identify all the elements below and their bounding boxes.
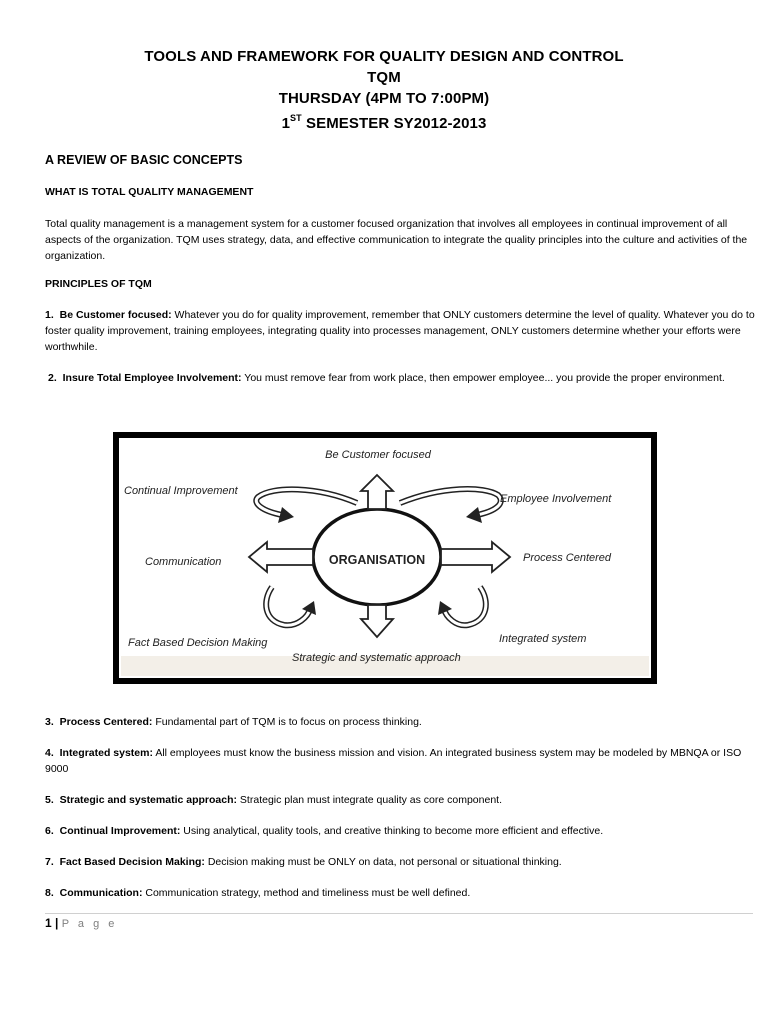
label-communication: Communication bbox=[145, 556, 222, 568]
semester-ordinal: ST bbox=[290, 113, 302, 123]
principle-text: All employees must know the business mission and vision. An integrated business system may be modeled by MBNQA or ISO 9000 bbox=[45, 747, 742, 775]
header-schedule: THURSDAY (4PM TO 7:00PM) bbox=[278, 90, 490, 107]
principles-heading: PRINCIPLES OF TQM bbox=[45, 278, 152, 290]
principle-item bbox=[45, 823, 745, 839]
principle-title: Strategic and systematic approach: bbox=[59, 794, 238, 806]
principle-item bbox=[45, 854, 745, 870]
principle-item bbox=[48, 370, 755, 386]
center-label: ORGANISATION bbox=[328, 553, 426, 567]
label-continual-improvement: Continual Improvement bbox=[124, 485, 238, 497]
principle-item bbox=[45, 745, 745, 777]
tqm-diagram-graphic bbox=[112, 431, 658, 685]
principle-number: 8. bbox=[45, 887, 54, 899]
what-is-body: Total quality management is a management system for a customer focused organization that involves all employees in continual improvement of all aspects of the organization. TQM uses strategy, data, and effective communication to integrate the quality principles into the culture and activities of the organization. bbox=[45, 218, 748, 262]
principle-title: Integrated system: bbox=[59, 747, 153, 759]
principle-title: Insure Total Employee Involvement: bbox=[62, 372, 242, 384]
footer-separator: | bbox=[55, 916, 59, 930]
principle-text: You must remove fear from work place, then empower employee... you provide the proper environment. bbox=[241, 372, 725, 384]
principle-text: Whatever you do for quality improvement, remember that ONLY customers determine the level of quality. Whatever you do to foster quality improvement, training employees, integrating quality into processes management, ONLY customers determine whether your efforts were worthwhile. bbox=[45, 309, 755, 353]
principle-title: Communication: bbox=[59, 887, 143, 899]
what-is-heading: WHAT IS TOTAL QUALITY MANAGEMENT bbox=[45, 186, 254, 198]
page-footer bbox=[45, 916, 117, 930]
document-header bbox=[0, 46, 768, 134]
label-employee-involvement: Employee Involvement bbox=[500, 493, 612, 505]
principle-number: 2. bbox=[48, 372, 57, 384]
principle-number: 3. bbox=[45, 716, 54, 728]
principle-text: Communication strategy, method and timeliness must be well defined. bbox=[142, 887, 471, 899]
label-integrated-system: Integrated system bbox=[499, 633, 587, 645]
principle-title: Continual Improvement: bbox=[59, 825, 181, 837]
principle-text: Fundamental part of TQM is to focus on process thinking. bbox=[152, 716, 422, 728]
principle-number: 5. bbox=[45, 794, 54, 806]
label-strategic-approach: Strategic and systematic approach bbox=[292, 652, 461, 664]
principle-text: Decision making must be ONLY on data, not personal or situational thinking. bbox=[204, 856, 562, 868]
section-title: A REVIEW OF BASIC CONCEPTS bbox=[45, 153, 243, 167]
principle-item bbox=[45, 714, 745, 730]
principle-number: 6. bbox=[45, 825, 54, 837]
principle-number: 1. bbox=[45, 309, 54, 321]
principle-item bbox=[45, 792, 745, 808]
principle-text: Strategic plan must integrate quality as core component. bbox=[237, 794, 502, 806]
page-number: 1 bbox=[45, 916, 52, 930]
semester-text: SEMESTER SY2012-2013 bbox=[301, 115, 487, 132]
page-label: P a g e bbox=[61, 918, 118, 930]
principle-item bbox=[45, 307, 755, 355]
principle-title: Fact Based Decision Making: bbox=[59, 856, 205, 868]
header-semester bbox=[0, 109, 768, 134]
label-fact-based: Fact Based Decision Making bbox=[128, 637, 268, 649]
semester-number: 1 bbox=[281, 115, 291, 132]
label-customer-focused: Be Customer focused bbox=[325, 449, 431, 461]
principle-number: 7. bbox=[45, 856, 54, 868]
principle-title: Be Customer focused: bbox=[59, 309, 172, 321]
footer-divider bbox=[45, 913, 753, 914]
principle-text: Using analytical, quality tools, and creative thinking to become more efficient and effective. bbox=[180, 825, 604, 837]
principle-title: Process Centered: bbox=[59, 716, 153, 728]
principle-number: 4. bbox=[45, 747, 54, 759]
label-process-centered: Process Centered bbox=[523, 552, 612, 564]
principle-item bbox=[45, 885, 745, 901]
tqm-diagram bbox=[112, 431, 658, 685]
header-subject: TQM bbox=[367, 69, 401, 86]
header-title: TOOLS AND FRAMEWORK FOR QUALITY DESIGN AND CONTROL bbox=[144, 48, 624, 65]
